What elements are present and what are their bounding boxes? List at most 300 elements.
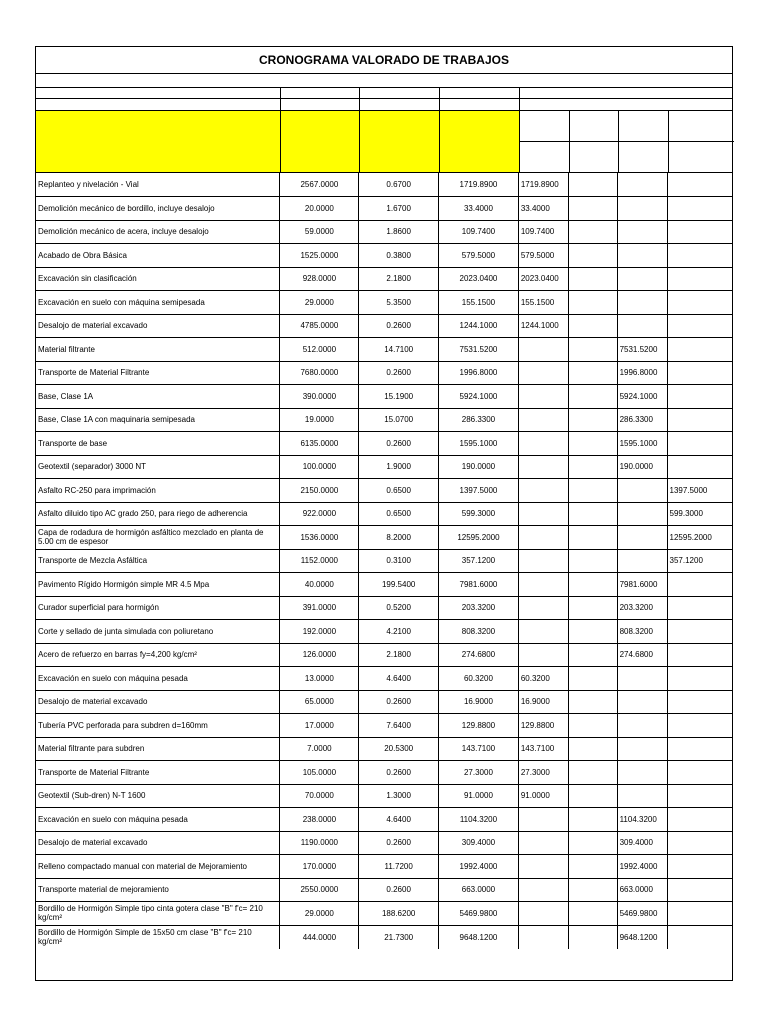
table-row bbox=[36, 267, 732, 291]
item-total: 109.7400 bbox=[439, 220, 519, 244]
item-description: Acabado de Obra Básica bbox=[36, 244, 280, 268]
item-description: Transporte de Material Filtrante bbox=[36, 361, 280, 385]
item-total: 274.6800 bbox=[439, 643, 519, 667]
period-4-amount bbox=[667, 855, 732, 879]
item-description: Geotextil (Sub-dren) N-T 1600 bbox=[36, 784, 280, 808]
item-unit-price: 2.1800 bbox=[359, 643, 439, 667]
period-2-amount bbox=[568, 643, 617, 667]
period-3-amount bbox=[617, 784, 667, 808]
period-4-amount bbox=[667, 784, 732, 808]
table-row bbox=[36, 197, 732, 221]
period-3-amount: 5924.1000 bbox=[617, 385, 667, 409]
period-1-amount bbox=[518, 361, 568, 385]
table-row bbox=[36, 784, 732, 808]
period-1-amount bbox=[518, 831, 568, 855]
item-total: 129.8800 bbox=[439, 714, 519, 738]
period-4-amount bbox=[667, 761, 732, 785]
period-4-amount bbox=[667, 902, 732, 926]
table-row bbox=[36, 338, 732, 362]
period-3-amount: 190.0000 bbox=[617, 455, 667, 479]
period-2-amount bbox=[568, 197, 617, 221]
period-4-amount: 357.1200 bbox=[667, 549, 732, 573]
period-1-amount: 27.3000 bbox=[518, 761, 568, 785]
period-3-amount: 309.4000 bbox=[617, 831, 667, 855]
item-description: Asfalto diluido tipo AC grado 250, para riego de adherencia bbox=[36, 502, 280, 526]
period-1-amount bbox=[518, 643, 568, 667]
item-unit-price: 0.6500 bbox=[359, 479, 439, 503]
period-2-amount bbox=[568, 855, 617, 879]
period-2-amount bbox=[568, 173, 617, 197]
item-quantity: 40.0000 bbox=[280, 573, 359, 597]
period-1-amount bbox=[518, 479, 568, 503]
period-1-amount bbox=[518, 573, 568, 597]
period-2-amount bbox=[568, 479, 617, 503]
item-total: 33.4000 bbox=[439, 197, 519, 221]
table-row bbox=[36, 690, 732, 714]
item-total: 1244.1000 bbox=[439, 314, 519, 338]
item-total: 309.4000 bbox=[439, 831, 519, 855]
table-row bbox=[36, 831, 732, 855]
item-description: Replanteo y nivelación - Vial bbox=[36, 173, 280, 197]
header-row-blank-3 bbox=[36, 99, 732, 111]
item-unit-price: 21.7300 bbox=[359, 925, 439, 949]
item-quantity: 170.0000 bbox=[280, 855, 359, 879]
period-2-amount bbox=[568, 549, 617, 573]
period-3-amount: 5469.9800 bbox=[617, 902, 667, 926]
item-quantity: 1525.0000 bbox=[280, 244, 359, 268]
period-2-amount bbox=[568, 291, 617, 315]
period-1-amount: 579.5000 bbox=[518, 244, 568, 268]
period-3-amount: 1992.4000 bbox=[617, 855, 667, 879]
item-total: 1992.4000 bbox=[439, 855, 519, 879]
item-total: 7981.6000 bbox=[439, 573, 519, 597]
schedule-sheet bbox=[35, 46, 733, 981]
item-total: 16.9000 bbox=[439, 690, 519, 714]
item-quantity: 7.0000 bbox=[280, 737, 359, 761]
period-3-amount bbox=[617, 173, 667, 197]
period-1-amount bbox=[518, 925, 568, 949]
period-1-amount bbox=[518, 408, 568, 432]
item-unit-price: 11.7200 bbox=[359, 855, 439, 879]
item-description: Desalojo de material excavado bbox=[36, 690, 280, 714]
period-4-amount bbox=[667, 643, 732, 667]
item-description: Excavación sin clasificación bbox=[36, 267, 280, 291]
item-description: Transporte de Mezcla Asfáltica bbox=[36, 549, 280, 573]
item-quantity: 1190.0000 bbox=[280, 831, 359, 855]
item-unit-price: 0.2600 bbox=[359, 761, 439, 785]
item-quantity: 70.0000 bbox=[280, 784, 359, 808]
period-4-amount bbox=[667, 197, 732, 221]
period-3-amount: 663.0000 bbox=[617, 878, 667, 902]
period-1-amount: 1719.8900 bbox=[518, 173, 568, 197]
period-1-amount bbox=[518, 385, 568, 409]
item-unit-price: 15.0700 bbox=[359, 408, 439, 432]
item-unit-price: 188.6200 bbox=[359, 902, 439, 926]
period-4-amount bbox=[667, 173, 732, 197]
period-4-amount bbox=[667, 878, 732, 902]
item-description: Bordillo de Hormigón Simple tipo cinta gotera clase "B" f'c= 210 kg/cm² bbox=[36, 902, 280, 926]
item-quantity: 928.0000 bbox=[280, 267, 359, 291]
item-quantity: 444.0000 bbox=[280, 925, 359, 949]
period-3-amount: 274.6800 bbox=[617, 643, 667, 667]
period-2-amount bbox=[568, 314, 617, 338]
period-2-amount bbox=[568, 690, 617, 714]
item-total: 203.3200 bbox=[439, 596, 519, 620]
item-total: 1397.5000 bbox=[439, 479, 519, 503]
period-1-amount bbox=[518, 432, 568, 456]
item-quantity: 100.0000 bbox=[280, 455, 359, 479]
item-unit-price: 14.7100 bbox=[359, 338, 439, 362]
table-row bbox=[36, 361, 732, 385]
period-3-amount: 203.3200 bbox=[617, 596, 667, 620]
period-1-amount bbox=[518, 902, 568, 926]
period-4-amount bbox=[667, 408, 732, 432]
period-3-amount bbox=[617, 220, 667, 244]
period-1-amount: 155.1500 bbox=[518, 291, 568, 315]
table-row bbox=[36, 502, 732, 526]
table-row bbox=[36, 855, 732, 879]
schedule-table bbox=[36, 173, 732, 949]
item-total: 91.0000 bbox=[439, 784, 519, 808]
item-description: Excavación en suelo con máquina pesada bbox=[36, 667, 280, 691]
item-quantity: 2550.0000 bbox=[280, 878, 359, 902]
period-2-amount bbox=[568, 432, 617, 456]
period-2-amount bbox=[568, 784, 617, 808]
item-total: 663.0000 bbox=[439, 878, 519, 902]
item-total: 1595.1000 bbox=[439, 432, 519, 456]
table-row bbox=[36, 878, 732, 902]
period-3-amount: 808.3200 bbox=[617, 620, 667, 644]
period-4-amount bbox=[667, 596, 732, 620]
item-total: 27.3000 bbox=[439, 761, 519, 785]
period-1-amount bbox=[518, 808, 568, 832]
period-4-amount bbox=[667, 690, 732, 714]
period-4-amount: 599.3000 bbox=[667, 502, 732, 526]
period-2-amount bbox=[568, 667, 617, 691]
table-row bbox=[36, 479, 732, 503]
item-quantity: 390.0000 bbox=[280, 385, 359, 409]
item-quantity: 1536.0000 bbox=[280, 526, 359, 550]
item-description: Demolición mecánico de acera, incluye desalojo bbox=[36, 220, 280, 244]
item-unit-price: 5.3500 bbox=[359, 291, 439, 315]
item-description: Base, Clase 1A bbox=[36, 385, 280, 409]
period-4-amount bbox=[667, 455, 732, 479]
item-description: Desalojo de material excavado bbox=[36, 831, 280, 855]
period-2-amount bbox=[568, 878, 617, 902]
period-1-amount: 33.4000 bbox=[518, 197, 568, 221]
sheet-title: CRONOGRAMA VALORADO DE TRABAJOS bbox=[36, 47, 732, 74]
period-4-amount bbox=[667, 667, 732, 691]
item-description: Pavimento Rígido Hormigón simple MR 4.5 Mpa bbox=[36, 573, 280, 597]
period-4-amount bbox=[667, 925, 732, 949]
period-1-amount bbox=[518, 455, 568, 479]
table-row bbox=[36, 925, 732, 949]
table-row bbox=[36, 737, 732, 761]
period-4-amount bbox=[667, 314, 732, 338]
item-unit-price: 199.5400 bbox=[359, 573, 439, 597]
item-unit-price: 4.6400 bbox=[359, 808, 439, 832]
item-description: Desalojo de material excavado bbox=[36, 314, 280, 338]
item-description: Material filtrante bbox=[36, 338, 280, 362]
item-unit-price: 0.2600 bbox=[359, 314, 439, 338]
period-3-amount bbox=[617, 291, 667, 315]
header-row-bottom bbox=[36, 111, 732, 173]
header-row-blank-1 bbox=[36, 74, 732, 88]
period-4-amount bbox=[667, 244, 732, 268]
table-row bbox=[36, 526, 732, 550]
period-1-amount bbox=[518, 596, 568, 620]
period-4-amount bbox=[667, 620, 732, 644]
table-row bbox=[36, 244, 732, 268]
period-4-amount bbox=[667, 573, 732, 597]
item-description: Transporte material de mejoramiento bbox=[36, 878, 280, 902]
table-row bbox=[36, 220, 732, 244]
item-quantity: 17.0000 bbox=[280, 714, 359, 738]
item-quantity: 59.0000 bbox=[280, 220, 359, 244]
item-description: Excavación en suelo con máquina semipesada bbox=[36, 291, 280, 315]
period-1-amount bbox=[518, 855, 568, 879]
period-3-amount: 7981.6000 bbox=[617, 573, 667, 597]
item-unit-price: 4.6400 bbox=[359, 667, 439, 691]
item-description: Capa de rodadura de hormigón asfáltico mezclado en planta de 5.00 cm de espesor bbox=[36, 526, 280, 550]
item-quantity: 13.0000 bbox=[280, 667, 359, 691]
item-unit-price: 0.2600 bbox=[359, 432, 439, 456]
table-row bbox=[36, 808, 732, 832]
item-unit-price: 8.2000 bbox=[359, 526, 439, 550]
period-3-amount bbox=[617, 667, 667, 691]
table-row bbox=[36, 173, 732, 197]
item-total: 5469.9800 bbox=[439, 902, 519, 926]
table-row bbox=[36, 573, 732, 597]
period-4-amount bbox=[667, 714, 732, 738]
item-description: Geotextil (separador) 3000 NT bbox=[36, 455, 280, 479]
period-3-amount bbox=[617, 314, 667, 338]
period-3-amount bbox=[617, 549, 667, 573]
period-3-amount bbox=[617, 761, 667, 785]
table-row bbox=[36, 761, 732, 785]
period-3-amount bbox=[617, 197, 667, 221]
period-2-amount bbox=[568, 361, 617, 385]
item-unit-price: 0.3100 bbox=[359, 549, 439, 573]
period-2-amount bbox=[568, 925, 617, 949]
period-2-amount bbox=[568, 408, 617, 432]
item-total: 286.3300 bbox=[439, 408, 519, 432]
period-4-amount bbox=[667, 385, 732, 409]
item-total: 599.3000 bbox=[439, 502, 519, 526]
table-row bbox=[36, 314, 732, 338]
period-2-amount bbox=[568, 902, 617, 926]
item-unit-price: 1.6700 bbox=[359, 197, 439, 221]
item-quantity: 65.0000 bbox=[280, 690, 359, 714]
period-3-amount: 7531.5200 bbox=[617, 338, 667, 362]
period-3-amount bbox=[617, 267, 667, 291]
period-2-amount bbox=[568, 808, 617, 832]
period-2-amount bbox=[568, 596, 617, 620]
period-3-amount bbox=[617, 479, 667, 503]
item-quantity: 391.0000 bbox=[280, 596, 359, 620]
period-2-amount bbox=[568, 761, 617, 785]
period-2-amount bbox=[568, 220, 617, 244]
period-4-amount bbox=[667, 267, 732, 291]
item-quantity: 2150.0000 bbox=[280, 479, 359, 503]
period-3-amount: 9648.1200 bbox=[617, 925, 667, 949]
item-quantity: 2567.0000 bbox=[280, 173, 359, 197]
item-unit-price: 0.2600 bbox=[359, 361, 439, 385]
period-2-amount bbox=[568, 620, 617, 644]
table-row bbox=[36, 902, 732, 926]
item-description: Curador superficial para hormigón bbox=[36, 596, 280, 620]
item-description: Bordillo de Hormigón Simple de 15x50 cm clase "B" f'c= 210 kg/cm² bbox=[36, 925, 280, 949]
table-row bbox=[36, 620, 732, 644]
item-total: 60.3200 bbox=[439, 667, 519, 691]
item-total: 143.7100 bbox=[439, 737, 519, 761]
item-total: 357.1200 bbox=[439, 549, 519, 573]
item-quantity: 192.0000 bbox=[280, 620, 359, 644]
period-1-amount bbox=[518, 620, 568, 644]
item-unit-price: 0.3800 bbox=[359, 244, 439, 268]
item-quantity: 922.0000 bbox=[280, 502, 359, 526]
period-2-amount bbox=[568, 573, 617, 597]
period-2-amount bbox=[568, 385, 617, 409]
item-unit-price: 4.2100 bbox=[359, 620, 439, 644]
item-unit-price: 7.6400 bbox=[359, 714, 439, 738]
table-row bbox=[36, 643, 732, 667]
item-description: Material filtrante para subdren bbox=[36, 737, 280, 761]
item-total: 190.0000 bbox=[439, 455, 519, 479]
period-3-amount bbox=[617, 737, 667, 761]
period-1-amount bbox=[518, 502, 568, 526]
period-1-amount: 129.8800 bbox=[518, 714, 568, 738]
period-3-amount: 1595.1000 bbox=[617, 432, 667, 456]
item-total: 2023.0400 bbox=[439, 267, 519, 291]
period-1-amount: 109.7400 bbox=[518, 220, 568, 244]
item-description: Demolición mecánico de bordillo, incluye desalojo bbox=[36, 197, 280, 221]
item-total: 9648.1200 bbox=[439, 925, 519, 949]
item-quantity: 19.0000 bbox=[280, 408, 359, 432]
item-quantity: 29.0000 bbox=[280, 291, 359, 315]
item-unit-price: 0.2600 bbox=[359, 690, 439, 714]
table-row bbox=[36, 291, 732, 315]
item-total: 5924.1000 bbox=[439, 385, 519, 409]
item-unit-price: 0.2600 bbox=[359, 878, 439, 902]
period-3-amount bbox=[617, 502, 667, 526]
item-total: 155.1500 bbox=[439, 291, 519, 315]
item-quantity: 512.0000 bbox=[280, 338, 359, 362]
period-4-amount: 1397.5000 bbox=[667, 479, 732, 503]
header-row-blank-2 bbox=[36, 88, 732, 99]
item-description: Corte y sellado de junta simulada con poliuretano bbox=[36, 620, 280, 644]
period-2-amount bbox=[568, 267, 617, 291]
period-3-amount bbox=[617, 526, 667, 550]
item-description: Base, Clase 1A con maquinaria semipesada bbox=[36, 408, 280, 432]
period-1-amount: 60.3200 bbox=[518, 667, 568, 691]
item-description: Tubería PVC perforada para subdren d=160mm bbox=[36, 714, 280, 738]
period-3-amount: 1996.8000 bbox=[617, 361, 667, 385]
period-3-amount bbox=[617, 244, 667, 268]
period-4-amount bbox=[667, 432, 732, 456]
table-row bbox=[36, 596, 732, 620]
period-4-amount bbox=[667, 737, 732, 761]
table-row bbox=[36, 549, 732, 573]
period-3-amount bbox=[617, 690, 667, 714]
period-2-amount bbox=[568, 244, 617, 268]
period-1-amount bbox=[518, 549, 568, 573]
item-quantity: 105.0000 bbox=[280, 761, 359, 785]
item-total: 1104.3200 bbox=[439, 808, 519, 832]
table-row bbox=[36, 455, 732, 479]
period-1-amount: 16.9000 bbox=[518, 690, 568, 714]
item-quantity: 1152.0000 bbox=[280, 549, 359, 573]
period-1-amount bbox=[518, 338, 568, 362]
period-2-amount bbox=[568, 502, 617, 526]
item-total: 12595.2000 bbox=[439, 526, 519, 550]
item-quantity: 4785.0000 bbox=[280, 314, 359, 338]
period-1-amount: 91.0000 bbox=[518, 784, 568, 808]
item-unit-price: 0.6700 bbox=[359, 173, 439, 197]
item-unit-price: 1.8600 bbox=[359, 220, 439, 244]
period-1-amount bbox=[518, 878, 568, 902]
period-4-amount bbox=[667, 338, 732, 362]
period-1-amount: 2023.0400 bbox=[518, 267, 568, 291]
table-row bbox=[36, 667, 732, 691]
item-unit-price: 1.3000 bbox=[359, 784, 439, 808]
item-description: Excavación en suelo con máquina pesada bbox=[36, 808, 280, 832]
item-total: 579.5000 bbox=[439, 244, 519, 268]
period-2-amount bbox=[568, 526, 617, 550]
period-1-amount: 143.7100 bbox=[518, 737, 568, 761]
item-unit-price: 0.2600 bbox=[359, 831, 439, 855]
table-row bbox=[36, 385, 732, 409]
item-quantity: 29.0000 bbox=[280, 902, 359, 926]
item-unit-price: 2.1800 bbox=[359, 267, 439, 291]
item-quantity: 20.0000 bbox=[280, 197, 359, 221]
table-row bbox=[36, 408, 732, 432]
item-total: 1996.8000 bbox=[439, 361, 519, 385]
table-row bbox=[36, 714, 732, 738]
item-quantity: 126.0000 bbox=[280, 643, 359, 667]
item-description: Transporte de Material Filtrante bbox=[36, 761, 280, 785]
period-2-amount bbox=[568, 714, 617, 738]
period-4-amount bbox=[667, 831, 732, 855]
period-1-amount bbox=[518, 526, 568, 550]
item-total: 7531.5200 bbox=[439, 338, 519, 362]
period-4-amount bbox=[667, 361, 732, 385]
item-unit-price: 1.9000 bbox=[359, 455, 439, 479]
period-2-amount bbox=[568, 455, 617, 479]
period-2-amount bbox=[568, 338, 617, 362]
item-total: 808.3200 bbox=[439, 620, 519, 644]
period-4-amount bbox=[667, 808, 732, 832]
period-4-amount: 12595.2000 bbox=[667, 526, 732, 550]
item-total: 1719.8900 bbox=[439, 173, 519, 197]
period-4-amount bbox=[667, 291, 732, 315]
item-unit-price: 15.1900 bbox=[359, 385, 439, 409]
item-description: Transporte de base bbox=[36, 432, 280, 456]
item-unit-price: 0.6500 bbox=[359, 502, 439, 526]
item-quantity: 238.0000 bbox=[280, 808, 359, 832]
period-2-amount bbox=[568, 831, 617, 855]
period-3-amount: 1104.3200 bbox=[617, 808, 667, 832]
item-description: Relleno compactado manual con material de Mejoramiento bbox=[36, 855, 280, 879]
table-row bbox=[36, 432, 732, 456]
item-unit-price: 0.5200 bbox=[359, 596, 439, 620]
item-unit-price: 20.5300 bbox=[359, 737, 439, 761]
item-description: Acero de refuerzo en barras fy=4,200 kg/cm² bbox=[36, 643, 280, 667]
period-2-amount bbox=[568, 737, 617, 761]
period-4-amount bbox=[667, 220, 732, 244]
item-quantity: 7680.0000 bbox=[280, 361, 359, 385]
item-description: Asfalto RC-250 para imprimación bbox=[36, 479, 280, 503]
